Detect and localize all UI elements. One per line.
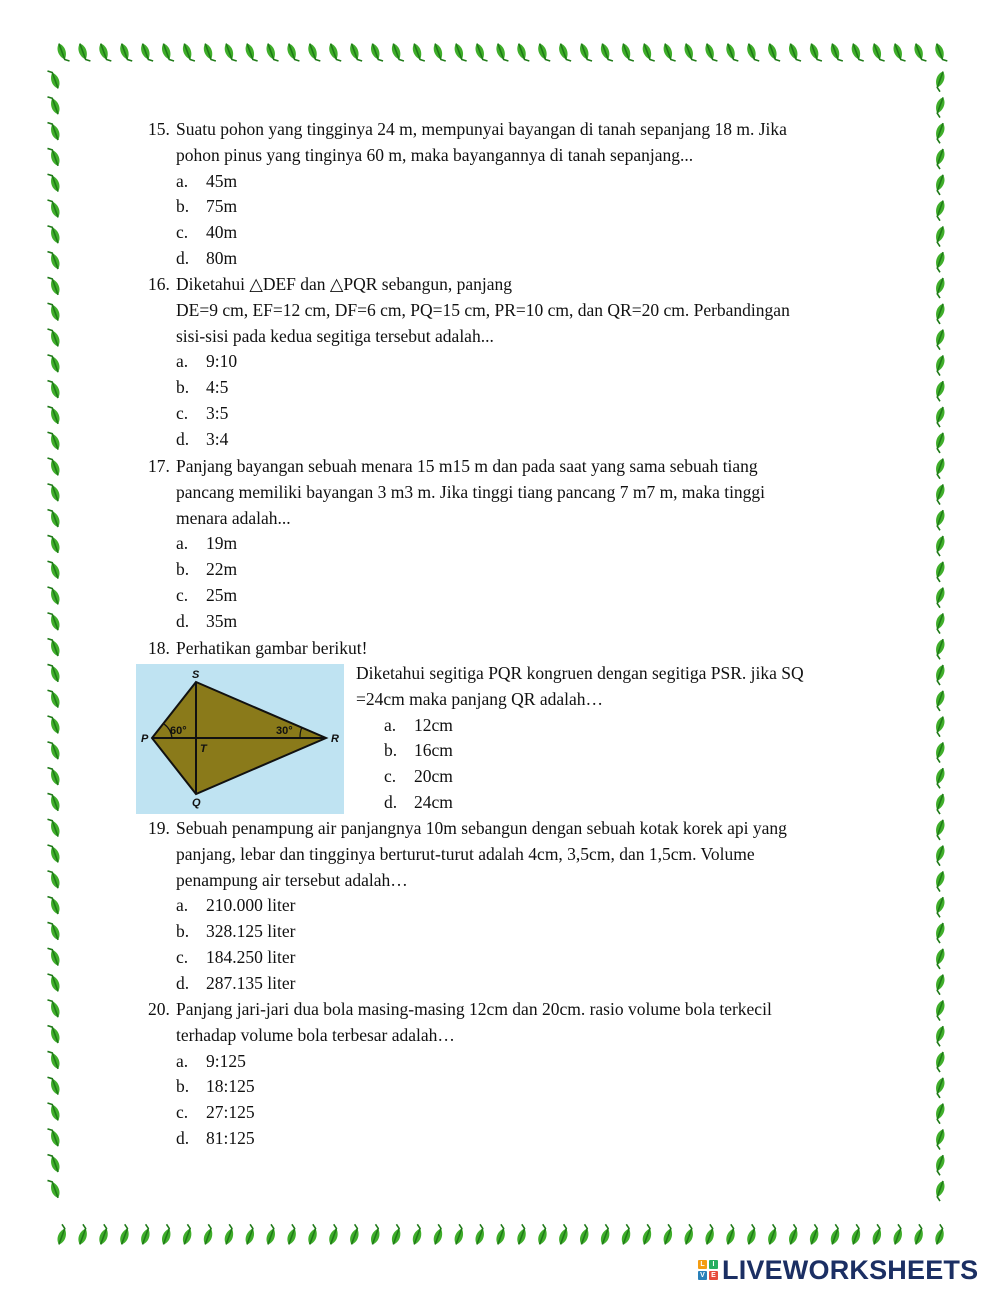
border-leaf-icon <box>47 946 61 967</box>
border-leaf-icon <box>202 42 216 63</box>
border-leaf-icon <box>47 430 61 451</box>
border-leaf-icon <box>160 1224 174 1245</box>
border-leaf-icon <box>703 42 717 63</box>
border-leaf-icon <box>47 610 61 631</box>
border-leaf-icon <box>47 378 61 399</box>
angle-label-r: 30° <box>276 725 293 737</box>
border-leaf-icon <box>306 1224 320 1245</box>
border-leaf-icon <box>933 947 947 968</box>
border-leaf-icon <box>682 1224 696 1245</box>
answer-option[interactable] <box>148 349 790 375</box>
border-leaf-icon <box>933 457 947 478</box>
option-text: 16cm <box>414 740 453 761</box>
question-number: 19. <box>148 818 170 838</box>
border-leaf-icon <box>76 42 90 63</box>
option-letter: c. <box>176 584 189 605</box>
border-leaf-icon <box>933 302 947 323</box>
option-text: 19m <box>206 533 238 554</box>
border-leaf-icon <box>933 767 947 788</box>
option-letter: d. <box>176 610 190 631</box>
border-leaf-icon <box>933 793 947 814</box>
border-leaf-icon <box>411 42 425 63</box>
logo-square: L <box>698 1260 707 1269</box>
border-leaf-icon <box>285 42 299 63</box>
option-letter: d. <box>176 247 190 268</box>
answer-option[interactable] <box>356 790 804 816</box>
question-text: Suatu pohon yang tingginya 24 m, mempunyai bayangan di tanah sepanjang 18 m. Jika <box>176 119 787 139</box>
border-leaf-icon <box>243 1224 257 1245</box>
answer-option[interactable] <box>148 945 787 971</box>
border-leaf-icon <box>348 42 362 63</box>
border-leaf-icon <box>933 741 947 762</box>
border-leaf-icon <box>473 1224 487 1245</box>
border-leaf-icon <box>933 638 947 659</box>
vertex-label-s: S <box>192 669 200 681</box>
border-leaf-icon <box>933 1180 947 1201</box>
option-letter: b. <box>176 1076 190 1097</box>
border-leaf-icon <box>369 1224 383 1245</box>
option-text: 9:10 <box>206 351 238 372</box>
border-leaf-icon <box>369 42 383 63</box>
border-leaf-icon <box>933 509 947 530</box>
border-leaf-icon <box>641 42 655 63</box>
border-leaf-icon <box>828 1224 842 1245</box>
option-letter: b. <box>176 559 190 580</box>
border-leaf-icon <box>619 1224 633 1245</box>
question-number: 18. <box>148 638 170 658</box>
border-leaf-icon <box>47 507 61 528</box>
border-leaf-icon <box>557 1224 571 1245</box>
border-leaf-icon <box>47 817 61 838</box>
border-leaf-icon <box>933 1102 947 1123</box>
border-leaf-icon <box>933 380 947 401</box>
border-leaf-icon <box>47 172 61 193</box>
border-leaf-icon <box>47 146 61 167</box>
border-leaf-icon <box>47 120 61 141</box>
border-leaf-icon <box>933 199 947 220</box>
border-leaf-icon <box>620 42 634 63</box>
border-leaf-icon <box>139 42 153 63</box>
border-leaf-icon <box>724 42 738 63</box>
answer-option[interactable] <box>148 609 765 635</box>
border-leaf-icon <box>181 42 195 63</box>
border-leaf-icon <box>47 94 61 115</box>
option-text: 24cm <box>414 791 453 812</box>
border-leaf-icon <box>640 1224 654 1245</box>
border-leaf-icon <box>47 352 61 373</box>
question-text: Panjang bayangan sebuah menara 15 m15 m dan pada saat yang sama sebuah tiang <box>176 456 758 476</box>
border-leaf-icon <box>47 584 61 605</box>
border-leaf-icon <box>933 1128 947 1149</box>
question-text: terhadap volume bola terbesar adalah… <box>176 1024 455 1045</box>
border-leaf-icon <box>933 586 947 607</box>
answer-option[interactable] <box>148 919 787 945</box>
border-leaf-icon <box>849 1224 863 1245</box>
border-leaf-icon <box>745 1224 759 1245</box>
option-letter: b. <box>176 921 190 942</box>
border-leaf-icon <box>47 559 61 580</box>
logo-square: I <box>709 1260 718 1269</box>
border-leaf-icon <box>47 404 61 425</box>
border-leaf-icon <box>47 68 61 89</box>
vertex-label-t: T <box>200 743 207 755</box>
option-letter: c. <box>176 222 189 243</box>
border-leaf-icon <box>452 1224 466 1245</box>
border-leaf-icon <box>933 715 947 736</box>
border-leaf-icon <box>933 328 947 349</box>
border-leaf-icon <box>201 1224 215 1245</box>
border-leaf-icon <box>47 997 61 1018</box>
question-text: panjang, lebar dan tingginya berturut-turut adalah 4cm, 3,5cm, dan 1,5cm. Volume <box>176 843 755 864</box>
question-text: Sebuah penampung air panjangnya 10m sebangun dengan sebuah kotak korek api yang <box>176 818 787 838</box>
liveworksheets-logo <box>698 1255 978 1285</box>
border-leaf-icon <box>933 870 947 891</box>
option-text: 80m <box>206 247 238 268</box>
option-text: 35m <box>206 610 238 631</box>
border-leaf-icon <box>808 1224 822 1245</box>
question-text: Diketahui △DEF dan △PQR sebangun, panjang <box>176 274 513 294</box>
border-leaf-icon <box>452 42 466 63</box>
border-leaf-icon <box>494 1224 508 1245</box>
option-letter: d. <box>176 1127 190 1148</box>
border-leaf-icon <box>933 1025 947 1046</box>
option-text: 45m <box>206 170 238 191</box>
question-16 <box>148 272 790 453</box>
border-leaf-icon <box>410 1224 424 1245</box>
vertex-label-p: P <box>141 733 149 745</box>
answer-option[interactable] <box>148 375 790 401</box>
logo-text: LIVEWORKSHEETS <box>722 1254 979 1285</box>
border-leaf-icon <box>306 42 320 63</box>
question-text: Panjang jari-jari dua bola masing-masing 12cm dan 20cm. rasio volume bola terkecil <box>176 999 772 1019</box>
border-leaf-icon <box>47 739 61 760</box>
kite-figure <box>136 664 344 814</box>
option-text: 20cm <box>414 766 453 787</box>
question-text: =24cm maka panjang QR adalah… <box>356 688 604 709</box>
option-text: 27:125 <box>206 1102 255 1123</box>
answer-option[interactable] <box>148 583 765 609</box>
border-leaf-icon <box>933 225 947 246</box>
border-leaf-icon <box>285 1224 299 1245</box>
border-leaf-icon <box>578 42 592 63</box>
question-text: sisi-sisi pada kedua segitiga tersebut adalah... <box>176 325 494 346</box>
border-leaf-icon <box>536 1224 550 1245</box>
border-leaf-icon <box>933 664 947 685</box>
question-text: DE=9 cm, EF=12 cm, DF=6 cm, PQ=15 cm, PR=10 cm, dan QR=20 cm. Perbandingan <box>176 299 790 320</box>
logo-mark-icon <box>698 1260 718 1280</box>
option-text: 18:125 <box>206 1076 255 1097</box>
border-leaf-icon <box>55 1224 69 1245</box>
logo-square: V <box>698 1271 707 1280</box>
answer-option[interactable] <box>356 713 804 739</box>
border-leaf-icon <box>599 42 613 63</box>
border-leaf-icon <box>682 42 696 63</box>
border-leaf-icon <box>787 1224 801 1245</box>
answer-option[interactable] <box>148 971 787 997</box>
question-text: menara adalah... <box>176 507 291 528</box>
border-leaf-icon <box>933 999 947 1020</box>
border-leaf-icon <box>933 431 947 452</box>
border-leaf-icon <box>933 1076 947 1097</box>
option-letter: a. <box>176 170 189 191</box>
question-18 <box>148 636 367 662</box>
border-leaf-icon <box>870 1224 884 1245</box>
answer-option[interactable] <box>148 427 790 453</box>
question-18-side-text <box>356 661 804 816</box>
border-leaf-icon <box>515 42 529 63</box>
border-leaf-icon <box>578 1224 592 1245</box>
border-leaf-icon <box>47 1023 61 1044</box>
border-leaf-icon <box>47 533 61 554</box>
answer-option[interactable] <box>148 531 765 557</box>
question-text: Perhatikan gambar berikut! <box>176 638 368 658</box>
option-letter: b. <box>384 740 398 761</box>
border-leaf-icon <box>933 612 947 633</box>
option-letter: a. <box>176 895 189 916</box>
vertex-label-q: Q <box>192 797 201 809</box>
question-19 <box>148 816 787 997</box>
border-leaf-icon <box>47 636 61 657</box>
border-leaf-icon <box>515 1224 529 1245</box>
border-leaf-icon <box>47 326 61 347</box>
question-text: pancang memiliki bayangan 3 m3 m. Jika tinggi tiang pancang 7 m7 m, maka tinggi <box>176 481 766 502</box>
answer-option[interactable] <box>148 246 787 272</box>
border-leaf-icon <box>599 1224 613 1245</box>
option-text: 3:5 <box>206 402 229 423</box>
border-leaf-icon <box>47 1100 61 1121</box>
answer-option[interactable] <box>148 1100 772 1126</box>
border-leaf-icon <box>912 1224 926 1245</box>
border-leaf-icon <box>160 42 174 63</box>
border-leaf-icon <box>850 42 864 63</box>
option-text: 25m <box>206 584 238 605</box>
question-number: 20. <box>148 999 170 1019</box>
answer-option[interactable] <box>148 169 787 195</box>
option-letter: a. <box>176 351 189 372</box>
border-leaf-icon <box>47 791 61 812</box>
answer-option[interactable] <box>356 764 804 790</box>
border-leaf-icon <box>47 481 61 502</box>
option-letter: d. <box>384 791 398 812</box>
logo-square: E <box>709 1271 718 1280</box>
option-text: 4:5 <box>206 377 229 398</box>
question-number: 15. <box>148 119 170 139</box>
question-20 <box>148 997 772 1152</box>
option-letter: c. <box>176 402 189 423</box>
question-text: Diketahui segitiga PQR kongruen dengan segitiga PSR. jika SQ <box>356 663 804 683</box>
border-leaf-icon <box>264 42 278 63</box>
border-leaf-icon <box>118 1224 132 1245</box>
border-leaf-icon <box>243 42 257 63</box>
border-leaf-icon <box>47 662 61 683</box>
border-leaf-icon <box>933 1154 947 1175</box>
border-leaf-icon <box>47 249 61 270</box>
border-leaf-icon <box>47 1178 61 1199</box>
option-text: 210.000 liter <box>206 895 296 916</box>
question-text: penampung air tersebut adalah… <box>176 869 408 890</box>
border-leaf-icon <box>47 1152 61 1173</box>
answer-option[interactable] <box>148 1074 772 1100</box>
answer-option[interactable] <box>148 557 765 583</box>
border-leaf-icon <box>808 42 822 63</box>
question-text: pohon pinus yang tinginya 60 m, maka bayangannya di tanah sepanjang... <box>176 144 694 165</box>
border-leaf-icon <box>327 1224 341 1245</box>
border-leaf-icon <box>222 1224 236 1245</box>
option-text: 40m <box>206 222 238 243</box>
angle-label-p: 60° <box>170 725 187 737</box>
question-number: 17. <box>148 456 170 476</box>
option-letter: c. <box>176 1102 189 1123</box>
border-leaf-icon <box>933 173 947 194</box>
border-leaf-icon <box>118 42 132 63</box>
option-text: 3:4 <box>206 428 229 449</box>
border-leaf-icon <box>47 894 61 915</box>
border-leaf-icon <box>787 42 801 63</box>
border-leaf-icon <box>912 42 926 63</box>
border-leaf-icon <box>933 535 947 556</box>
border-leaf-icon <box>724 1224 738 1245</box>
border-leaf-icon <box>933 1051 947 1072</box>
question-17 <box>148 454 765 635</box>
option-text: 287.135 liter <box>206 972 296 993</box>
border-leaf-icon <box>933 483 947 504</box>
border-leaf-icon <box>933 122 947 143</box>
answer-option[interactable] <box>148 893 787 919</box>
option-letter: b. <box>176 196 190 217</box>
answer-option[interactable] <box>148 194 787 220</box>
option-text: 9:125 <box>206 1050 246 1071</box>
border-leaf-icon <box>47 868 61 889</box>
border-leaf-icon <box>47 275 61 296</box>
border-leaf-icon <box>97 1224 111 1245</box>
border-leaf-icon <box>47 842 61 863</box>
border-leaf-icon <box>432 42 446 63</box>
option-letter: c. <box>176 946 189 967</box>
border-leaf-icon <box>829 42 843 63</box>
option-text: 12cm <box>414 714 453 735</box>
border-leaf-icon <box>55 42 69 63</box>
answer-option[interactable] <box>148 401 790 427</box>
border-leaf-icon <box>933 922 947 943</box>
answer-option[interactable] <box>148 220 787 246</box>
border-leaf-icon <box>47 1049 61 1070</box>
vertex-label-r: R <box>331 733 339 745</box>
option-letter: d. <box>176 972 190 993</box>
option-text: 328.125 liter <box>206 921 296 942</box>
border-leaf-icon <box>47 223 61 244</box>
border-leaf-icon <box>327 42 341 63</box>
border-leaf-icon <box>933 896 947 917</box>
border-leaf-icon <box>703 1224 717 1245</box>
border-leaf-icon <box>47 455 61 476</box>
border-leaf-icon <box>933 96 947 117</box>
border-leaf-icon <box>933 973 947 994</box>
border-leaf-icon <box>76 1224 90 1245</box>
border-leaf-icon <box>933 70 947 91</box>
border-leaf-icon <box>494 42 508 63</box>
option-text: 22m <box>206 559 238 580</box>
border-leaf-icon <box>870 42 884 63</box>
border-leaf-icon <box>390 42 404 63</box>
border-leaf-icon <box>223 42 237 63</box>
border-leaf-icon <box>557 42 571 63</box>
question-number: 16. <box>148 274 170 294</box>
border-leaf-icon <box>661 42 675 63</box>
option-text: 75m <box>206 196 238 217</box>
answer-option[interactable] <box>148 1049 772 1075</box>
border-leaf-icon <box>47 688 61 709</box>
border-leaf-icon <box>933 560 947 581</box>
border-leaf-icon <box>47 1126 61 1147</box>
border-leaf-icon <box>47 1075 61 1096</box>
border-leaf-icon <box>891 1224 905 1245</box>
option-text: 81:125 <box>206 1127 255 1148</box>
border-leaf-icon <box>47 971 61 992</box>
option-letter: a. <box>176 1050 189 1071</box>
option-letter: d. <box>176 428 190 449</box>
border-leaf-icon <box>390 1224 404 1245</box>
border-leaf-icon <box>933 277 947 298</box>
border-leaf-icon <box>47 197 61 218</box>
border-leaf-icon <box>933 251 947 272</box>
border-leaf-icon <box>181 1224 195 1245</box>
option-letter: a. <box>176 533 189 554</box>
answer-option[interactable] <box>148 1126 772 1152</box>
border-leaf-icon <box>536 42 550 63</box>
border-leaf-icon <box>933 354 947 375</box>
border-leaf-icon <box>933 42 947 63</box>
border-leaf-icon <box>47 301 61 322</box>
border-leaf-icon <box>745 42 759 63</box>
border-leaf-icon <box>47 713 61 734</box>
border-leaf-icon <box>264 1224 278 1245</box>
border-leaf-icon <box>97 42 111 63</box>
option-letter: a. <box>384 714 397 735</box>
border-leaf-icon <box>473 42 487 63</box>
border-leaf-icon <box>431 1224 445 1245</box>
border-leaf-icon <box>47 920 61 941</box>
border-leaf-icon <box>933 406 947 427</box>
border-leaf-icon <box>348 1224 362 1245</box>
border-leaf-icon <box>661 1224 675 1245</box>
answer-option[interactable] <box>356 738 804 764</box>
border-leaf-icon <box>47 765 61 786</box>
border-leaf-icon <box>766 1224 780 1245</box>
option-letter: b. <box>176 377 190 398</box>
border-leaf-icon <box>766 42 780 63</box>
border-leaf-icon <box>933 1224 947 1245</box>
option-text: 184.250 liter <box>206 946 296 967</box>
border-leaf-icon <box>933 844 947 865</box>
border-leaf-icon <box>933 689 947 710</box>
question-15 <box>148 117 787 272</box>
border-leaf-icon <box>139 1224 153 1245</box>
border-leaf-icon <box>891 42 905 63</box>
border-leaf-icon <box>933 818 947 839</box>
border-leaf-icon <box>933 148 947 169</box>
option-letter: c. <box>384 766 397 787</box>
